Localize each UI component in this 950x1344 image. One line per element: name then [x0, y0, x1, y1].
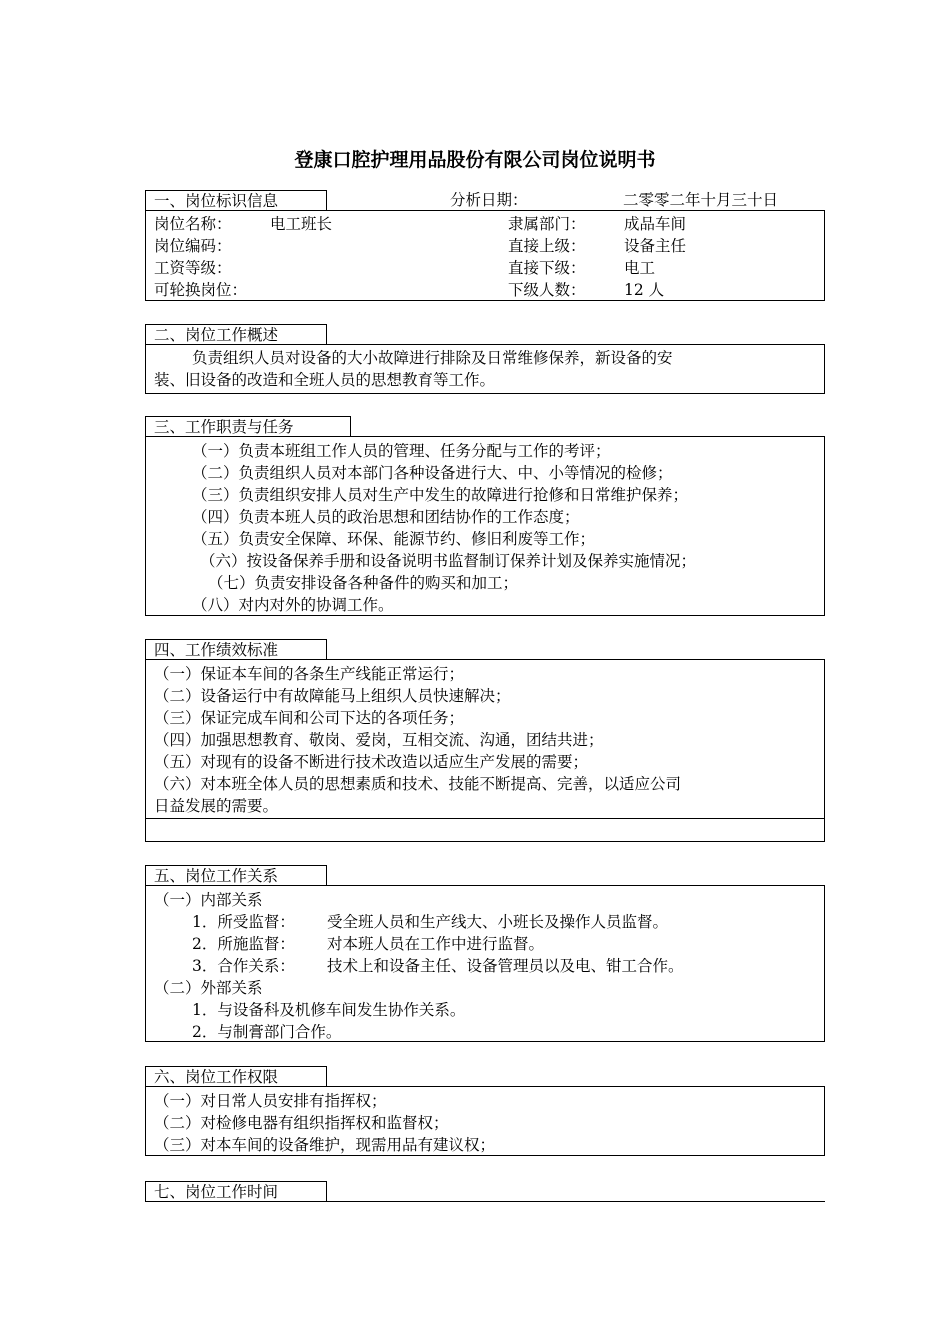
table-divider	[145, 818, 825, 819]
section-1-heading: 一、岗位标识信息	[145, 190, 327, 211]
department-label: 隶属部门：	[508, 215, 586, 233]
department-value: 成品车间	[624, 215, 687, 233]
overview-line-1: 负责组织人员对设备的大小故障进行排除及日常维修保养，新设备的安	[192, 349, 673, 367]
section-6-box	[145, 1086, 825, 1156]
external-relation-item: 1．与设备科及机修车间发生协作关系。	[192, 1001, 466, 1019]
section-5-box	[145, 885, 825, 1042]
relation-label: 3．合作关系：	[192, 957, 295, 975]
duty-item: （四）负责本班人员的政治思想和团结协作的工作态度；	[192, 508, 580, 526]
section-3-heading: 三、工作职责与任务	[145, 416, 351, 437]
subordinate-count-label: 下级人数：	[508, 281, 586, 299]
position-name-value: 电工班长	[270, 215, 333, 233]
authority-item: （二）对检修电器有组织指挥权和监督权；	[154, 1114, 449, 1132]
section-1-box	[145, 210, 825, 301]
external-relations-heading: （二）外部关系	[154, 979, 263, 997]
internal-relations-heading: （一）内部关系	[154, 891, 263, 909]
direct-superior-value: 设备主任	[624, 237, 687, 255]
section-6-heading: 六、岗位工作权限	[145, 1066, 327, 1087]
relation-value: 受全班人员和生产线大、小班长及操作人员监督。	[327, 913, 669, 931]
section-2-heading: 二、岗位工作概述	[145, 324, 327, 345]
duty-item: （五）负责安全保障、环保、能源节约、修旧利废等工作；	[192, 530, 596, 548]
rotatable-position-label: 可轮换岗位：	[154, 281, 248, 299]
section-4-box	[145, 659, 825, 842]
performance-item: （二）设备运行中有故障能马上组织人员快速解决；	[154, 687, 511, 705]
performance-item: （六）对本班全体人员的思想素质和技术、技能不断提高、完善，以适应公司	[154, 775, 682, 793]
section-7-heading: 七、岗位工作时间	[145, 1181, 327, 1202]
position-name-label: 岗位名称：	[154, 215, 232, 233]
direct-subordinate-value: 电工	[624, 259, 656, 277]
analysis-date-value: 二零零二年十月三十日	[623, 191, 779, 209]
direct-subordinate-label: 直接下级：	[508, 259, 586, 277]
relation-value: 对本班人员在工作中进行监督。	[327, 935, 545, 953]
subordinate-count-value: 12 人	[624, 281, 665, 299]
relation-value: 技术上和设备主任、设备管理员以及电、钳工合作。	[327, 957, 684, 975]
direct-superior-label: 直接上级：	[508, 237, 586, 255]
performance-item: （一）保证本车间的各条生产线能正常运行；	[154, 665, 465, 683]
section-2-box	[145, 344, 825, 394]
section-5-heading: 五、岗位工作关系	[145, 865, 327, 886]
duty-item: （八）对内对外的协调工作。	[192, 596, 394, 614]
external-relation-item: 2．与制膏部门合作。	[192, 1023, 342, 1041]
section-3-box	[145, 436, 825, 616]
performance-item: （五）对现有的设备不断进行技术改造以适应生产发展的需要；	[154, 753, 589, 771]
position-code-label: 岗位编码：	[154, 237, 232, 255]
relation-label: 2．所施监督：	[192, 935, 295, 953]
section-4-heading: 四、工作绩效标准	[145, 639, 327, 660]
duty-item: （六）按设备保养手册和设备说明书监督制订保养计划及保养实施情况；	[200, 552, 697, 570]
section-7-top-border	[145, 1201, 825, 1202]
performance-item: 日益发展的需要。	[154, 797, 279, 815]
page-title: 登康口腔护理用品股份有限公司岗位说明书	[294, 149, 656, 171]
salary-grade-label: 工资等级：	[154, 259, 232, 277]
overview-line-2: 装、旧设备的改造和全班人员的思想教育等工作。	[154, 371, 496, 389]
authority-item: （一）对日常人员安排有指挥权；	[154, 1092, 387, 1110]
duty-item: （二）负责组织人员对本部门各种设备进行大、中、小等情况的检修；	[192, 464, 673, 482]
duty-item: （七）负责安排设备各种备件的购买和加工；	[208, 574, 519, 592]
analysis-date-label: 分析日期：	[450, 191, 528, 209]
performance-item: （四）加强思想教育、敬岗、爱岗，互相交流、沟通，团结共进；	[154, 731, 604, 749]
duty-item: （一）负责本班组工作人员的管理、任务分配与工作的考评；	[192, 442, 611, 460]
relation-label: 1．所受监督：	[192, 913, 295, 931]
duty-item: （三）负责组织安排人员对生产中发生的故障进行抢修和日常维护保养；	[192, 486, 689, 504]
performance-item: （三）保证完成车间和公司下达的各项任务；	[154, 709, 465, 727]
authority-item: （三）对本车间的设备维护，现需用品有建议权；	[154, 1136, 496, 1154]
